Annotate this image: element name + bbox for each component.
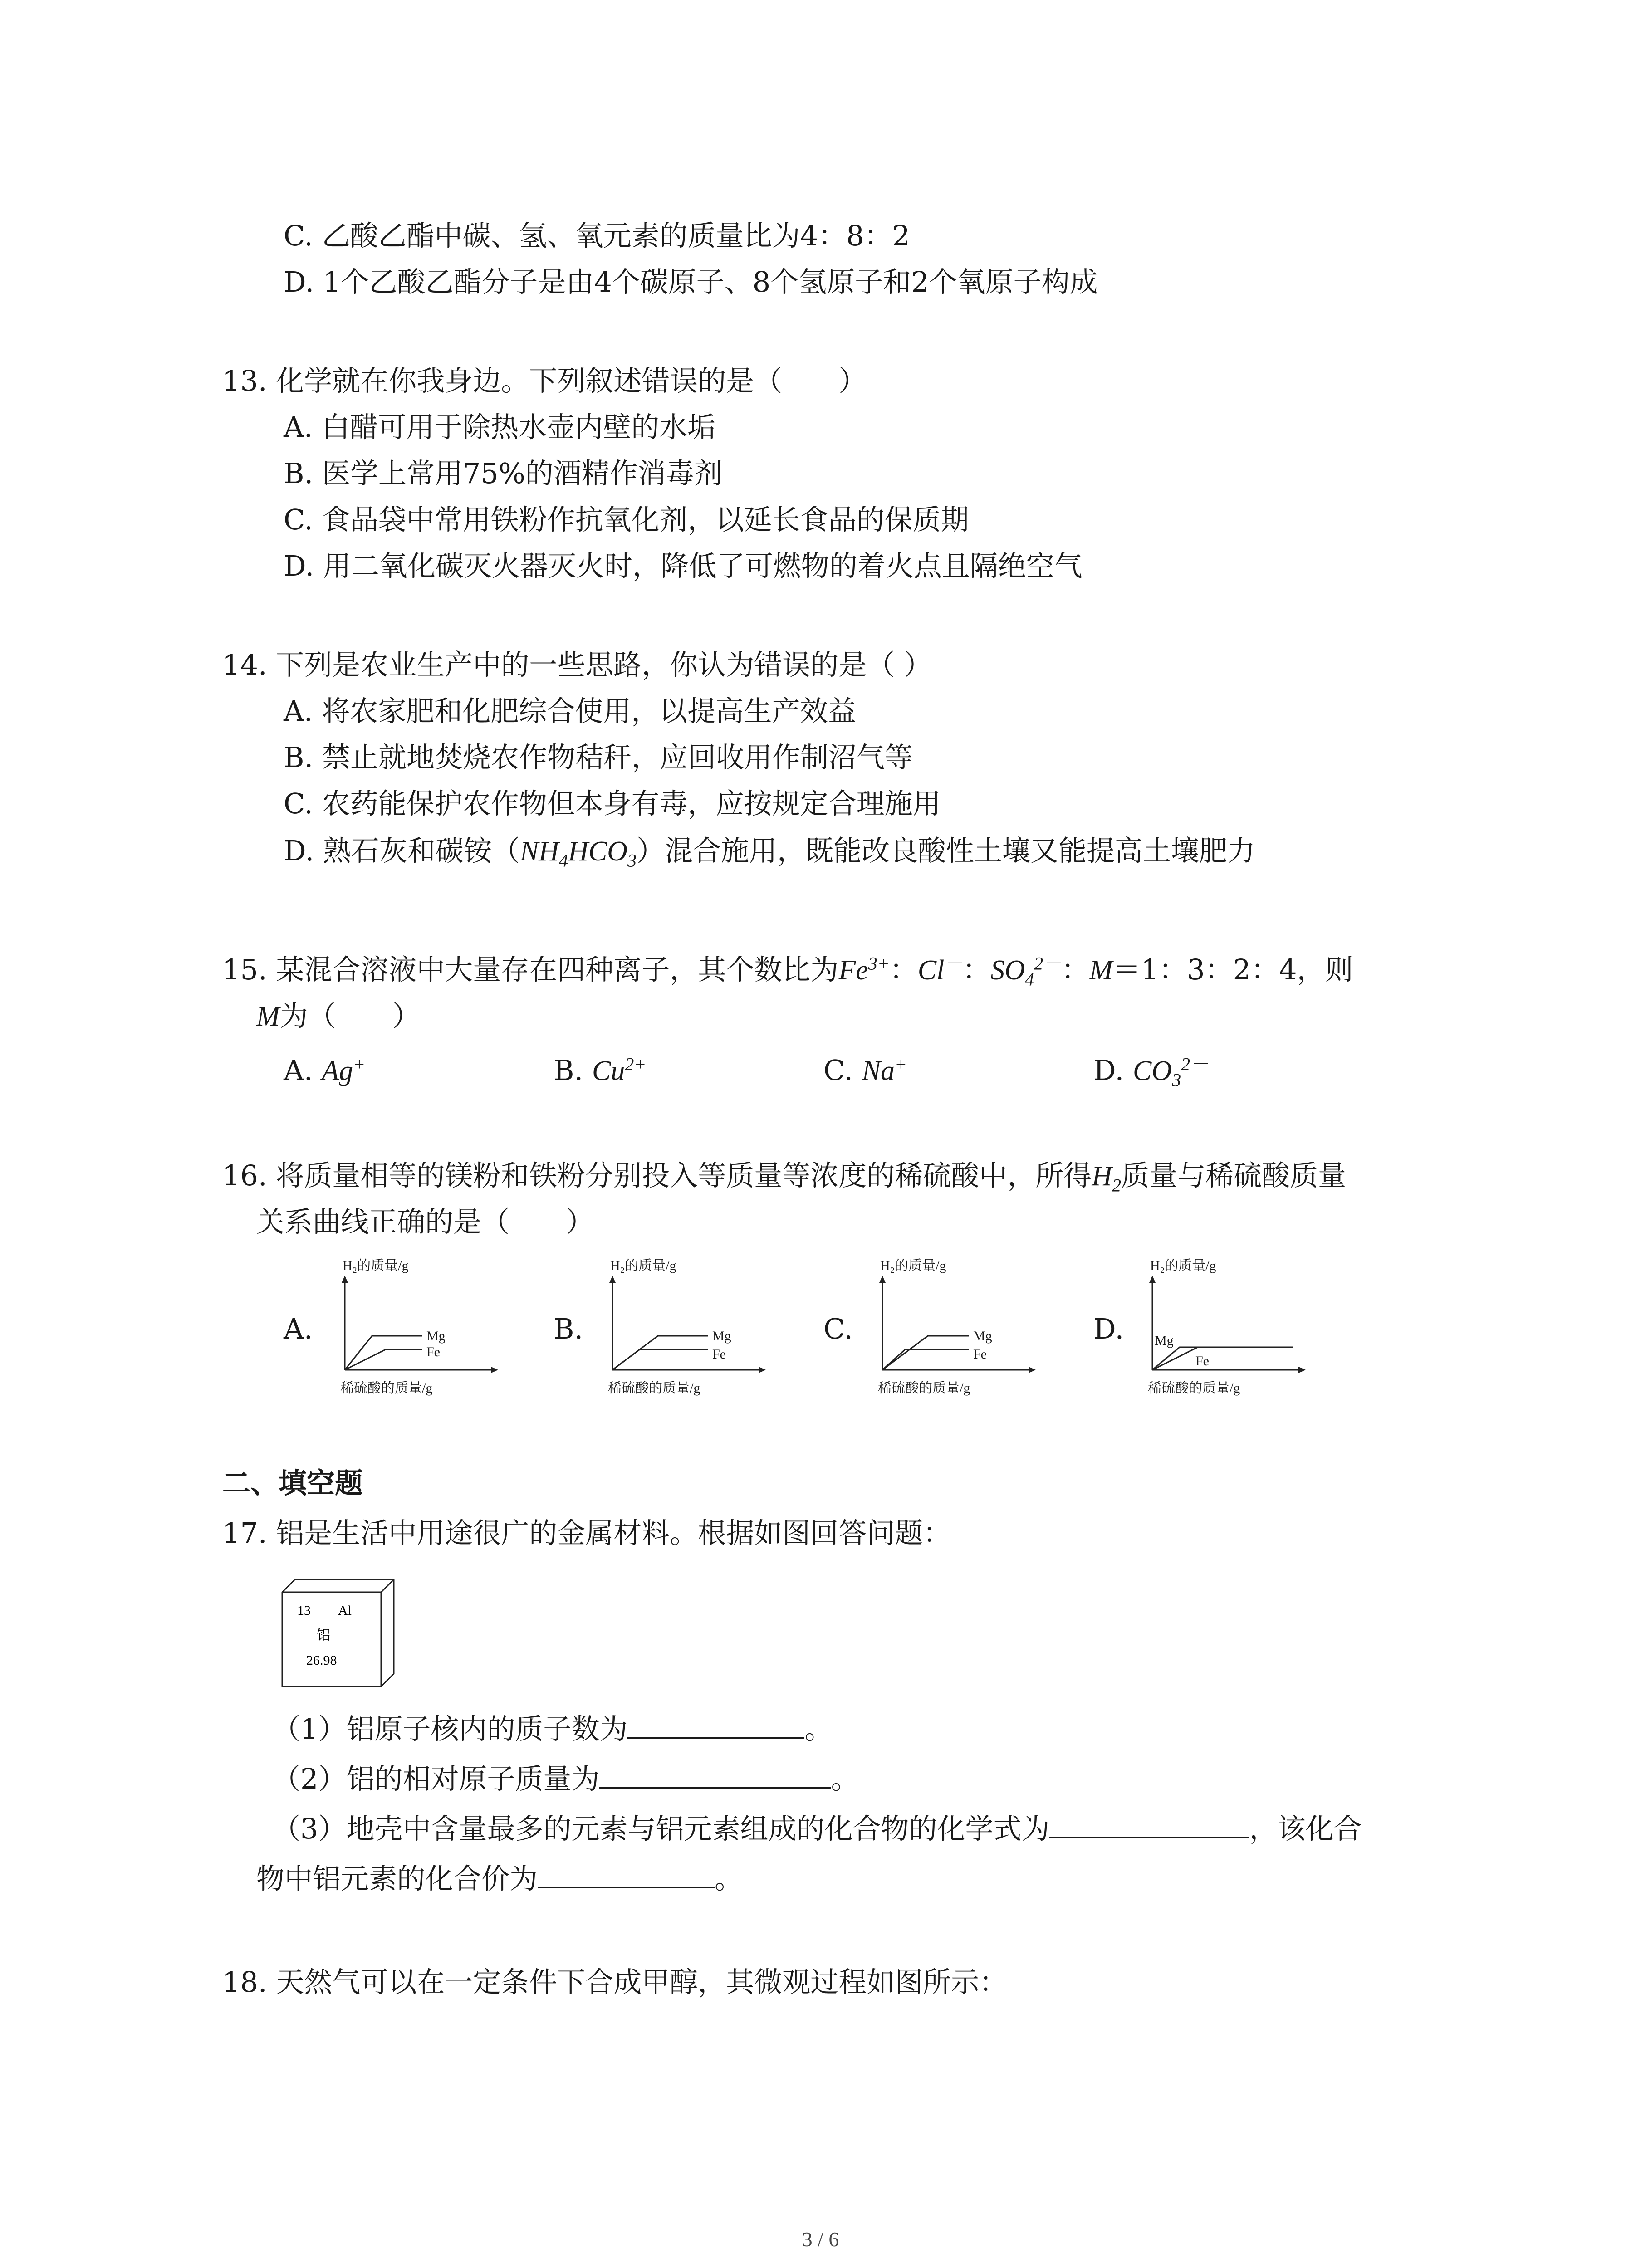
q17-part2-text: （2）铝的相对原子质量为 — [272, 1762, 600, 1795]
q14-formula — [519, 836, 637, 871]
q15-option-c — [823, 1052, 907, 1089]
label-fe: Fe — [426, 1344, 440, 1359]
q15-so-symbol: SO — [990, 955, 1025, 986]
graph-ylabel: H₂的质量/g — [610, 1258, 676, 1273]
q14-formula-nh: NH — [519, 836, 559, 867]
q16-option-b-label: B. — [554, 1312, 583, 1345]
page-number: 3 / 6 — [802, 2228, 839, 2251]
q14-formula-sub4: 4 — [559, 850, 568, 871]
q15-ion-fe — [838, 955, 889, 986]
element-cell-aluminum — [281, 1579, 395, 1687]
graph-x-arrow — [1029, 1367, 1036, 1373]
label-fe: Fe — [712, 1347, 726, 1362]
q17-part3-line2 — [256, 1860, 743, 1897]
q14-option-a: A. 将农家肥和化肥综合使用，以提高生产效益 — [284, 694, 857, 728]
q16-graph-d — [1143, 1256, 1334, 1402]
q15-ion-so4 — [990, 953, 1062, 990]
q17-part2 — [272, 1760, 859, 1797]
graph-ylabel: H₂的质量/g — [343, 1258, 409, 1273]
q14-option-b: B. 禁止就地焚烧农作物秸秆，应回收用作制沼气等 — [284, 741, 913, 774]
q15-a-charge: + — [353, 1054, 366, 1075]
option-label: D. — [1093, 1054, 1124, 1087]
q15-sep: ： — [1061, 953, 1090, 986]
q15-stem-line2 — [256, 998, 421, 1035]
q14-option-d-suffix: ）混合施用，既能改良酸性土壤又能提高土壤肥力 — [636, 834, 1255, 867]
q15-stem-text: 15. 某混合溶液中大量存在四种离子，其个数比为 — [222, 953, 839, 986]
q16-h: H — [1092, 1161, 1112, 1192]
q15-so-sub: 4 — [1025, 969, 1034, 990]
q15-cl-symbol: Cl — [917, 955, 945, 986]
q15-stem — [222, 952, 1353, 988]
graph-ylabel: H₂的质量/g — [1150, 1258, 1216, 1273]
graph-y-arrow — [879, 1276, 886, 1283]
q17-stem: 17. 铝是生活中用途很广的金属材料。根据如图回答问题： — [222, 1516, 951, 1549]
graph-xlabel: 稀硫酸的质量/g — [1148, 1381, 1240, 1396]
q15-stem-ratio: ＝1：3：2：4，则 — [1112, 953, 1353, 986]
q13-stem: 13. 化学就在你我身边。下列叙述错误的是（ ） — [222, 364, 867, 397]
q16-graph-a — [336, 1256, 526, 1402]
graph-xlabel: 稀硫酸的质量/g — [608, 1381, 700, 1396]
q15-d-ion: CO — [1132, 1056, 1172, 1086]
q15-b-charge: 2+ — [625, 1054, 647, 1075]
section-title: 二、填空题 — [222, 1466, 363, 1500]
graph-ylabel: H₂的质量/g — [880, 1258, 946, 1273]
q16-stem — [222, 1158, 1346, 1194]
q13-option-a: A. 白醋可用于除热水壶内壁的水垢 — [284, 411, 716, 444]
q15-fe-symbol: Fe — [838, 955, 868, 986]
q12-option-d: D. 1个乙酸乙酯分子是由4个碳原子、8个氢原子和2个氧原子构成 — [284, 265, 1098, 298]
q15-a-ion: Ag — [322, 1056, 353, 1086]
label-mg: Mg — [712, 1329, 731, 1344]
q14-formula-sub3: 3 — [627, 850, 637, 871]
curve-mg — [882, 1336, 969, 1370]
q14-formula-hco: HCO — [568, 836, 627, 867]
element-mass: 26.98 — [306, 1653, 337, 1668]
q17-part3-line2-end: 。 — [715, 1862, 743, 1895]
q17-part1-text: （1）铝原子核内的质子数为 — [272, 1712, 628, 1745]
q14-option-d — [284, 833, 1255, 870]
answer-blank[interactable] — [599, 1760, 831, 1789]
q15-m: M — [256, 1001, 280, 1032]
q16-graph-b — [603, 1256, 794, 1402]
q15-so-charge: 2－ — [1034, 953, 1062, 974]
q15-c-charge: + — [895, 1054, 907, 1075]
q17-part3-text: （3）地壳中含量最多的元素与铝元素组成的化合物的化学式为 — [272, 1812, 1050, 1845]
label-mg: Mg — [426, 1329, 446, 1344]
element-number: 13 — [297, 1603, 311, 1618]
q14-stem: 14. 下列是农业生产中的一些思路，你认为错误的是（ ） — [222, 648, 932, 681]
q15-sep: ： — [889, 953, 918, 986]
q15-fe-charge: 3+ — [868, 953, 890, 974]
q15-d-sub: 3 — [1172, 1070, 1181, 1090]
graph-y-arrow — [342, 1276, 348, 1283]
graph-xlabel: 稀硫酸的质量/g — [878, 1381, 970, 1396]
q15-sep: ： — [962, 953, 991, 986]
graph-xlabel: 稀硫酸的质量/g — [340, 1381, 433, 1396]
label-mg: Mg — [1155, 1333, 1174, 1348]
answer-blank[interactable] — [538, 1860, 715, 1888]
q16-option-a-label: A. — [284, 1312, 313, 1345]
q17-part3-line2-text: 物中铝元素的化合价为 — [256, 1862, 538, 1895]
q15-line2-text: 为（ ） — [279, 999, 421, 1032]
q15-option-d — [1093, 1052, 1208, 1089]
q17-part1-end: 。 — [804, 1712, 833, 1745]
label-fe: Fe — [1195, 1354, 1209, 1369]
q15-cl-charge: － — [944, 953, 963, 974]
q16-option-d-label: D. — [1093, 1312, 1124, 1345]
option-label: C. — [823, 1054, 853, 1087]
answer-blank[interactable] — [1049, 1810, 1249, 1838]
curve-fe — [345, 1349, 422, 1370]
q14-option-c: C. 农药能保护农作物但本身有毒，应按规定合理施用 — [284, 787, 941, 820]
option-label: A. — [284, 1054, 313, 1087]
option-label: B. — [554, 1054, 583, 1087]
q16-stem-text2: 质量与稀硫酸质量 — [1121, 1159, 1347, 1192]
q14-option-d-prefix: D. 熟石灰和碳铵（ — [284, 834, 520, 867]
q15-ion-cl — [918, 955, 963, 986]
answer-blank[interactable] — [627, 1710, 804, 1739]
q17-part3-end: ，该化合 — [1249, 1812, 1362, 1845]
q15-option-b — [554, 1052, 646, 1089]
q16-option-c-label: C. — [823, 1312, 853, 1345]
q15-b-ion: Cu — [592, 1056, 625, 1086]
q16-graph-c — [873, 1256, 1064, 1402]
q13-option-b: B. 医学上常用75%的酒精作消毒剂 — [284, 457, 722, 490]
curve-mg — [612, 1336, 708, 1370]
q17-part3 — [272, 1810, 1362, 1847]
graph-x-arrow — [1298, 1367, 1306, 1373]
q15-d-charge: 2－ — [1181, 1054, 1209, 1075]
q16-stem-line2: 关系曲线正确的是（ ） — [256, 1205, 594, 1238]
q15-c-ion: Na — [862, 1056, 895, 1086]
q18-stem: 18. 天然气可以在一定条件下合成甲醇，其微观过程如图所示： — [222, 1965, 1008, 1999]
q16-h-sub: 2 — [1112, 1175, 1122, 1196]
curve-mg — [1152, 1347, 1293, 1370]
element-name: 铝 — [317, 1628, 330, 1643]
graph-x-arrow — [759, 1367, 766, 1373]
q17-part2-end: 。 — [831, 1762, 859, 1795]
graph-y-arrow — [609, 1276, 616, 1283]
graph-x-arrow — [491, 1367, 498, 1373]
curve-fe — [612, 1349, 708, 1370]
q13-option-d: D. 用二氧化碳灭火器灭火时，降低了可燃物的着火点且隔绝空气 — [284, 549, 1083, 582]
label-fe: Fe — [973, 1347, 987, 1362]
q15-option-a — [284, 1052, 365, 1089]
q17-part1 — [272, 1710, 833, 1747]
q12-option-c: C. 乙酸乙酯中碳、氢、氧元素的质量比为4：8：2 — [284, 219, 910, 252]
element-symbol: Al — [338, 1603, 352, 1618]
q13-option-c: C. 食品袋中常用铁粉作抗氧化剂，以延长食品的保质期 — [284, 503, 969, 536]
graph-y-arrow — [1149, 1276, 1156, 1283]
q16-stem-text: 16. 将质量相等的镁粉和铁粉分别投入等质量等浓度的稀硫酸中，所得 — [222, 1159, 1092, 1192]
label-mg: Mg — [973, 1329, 992, 1344]
q15-ion-m: M — [1089, 955, 1113, 986]
